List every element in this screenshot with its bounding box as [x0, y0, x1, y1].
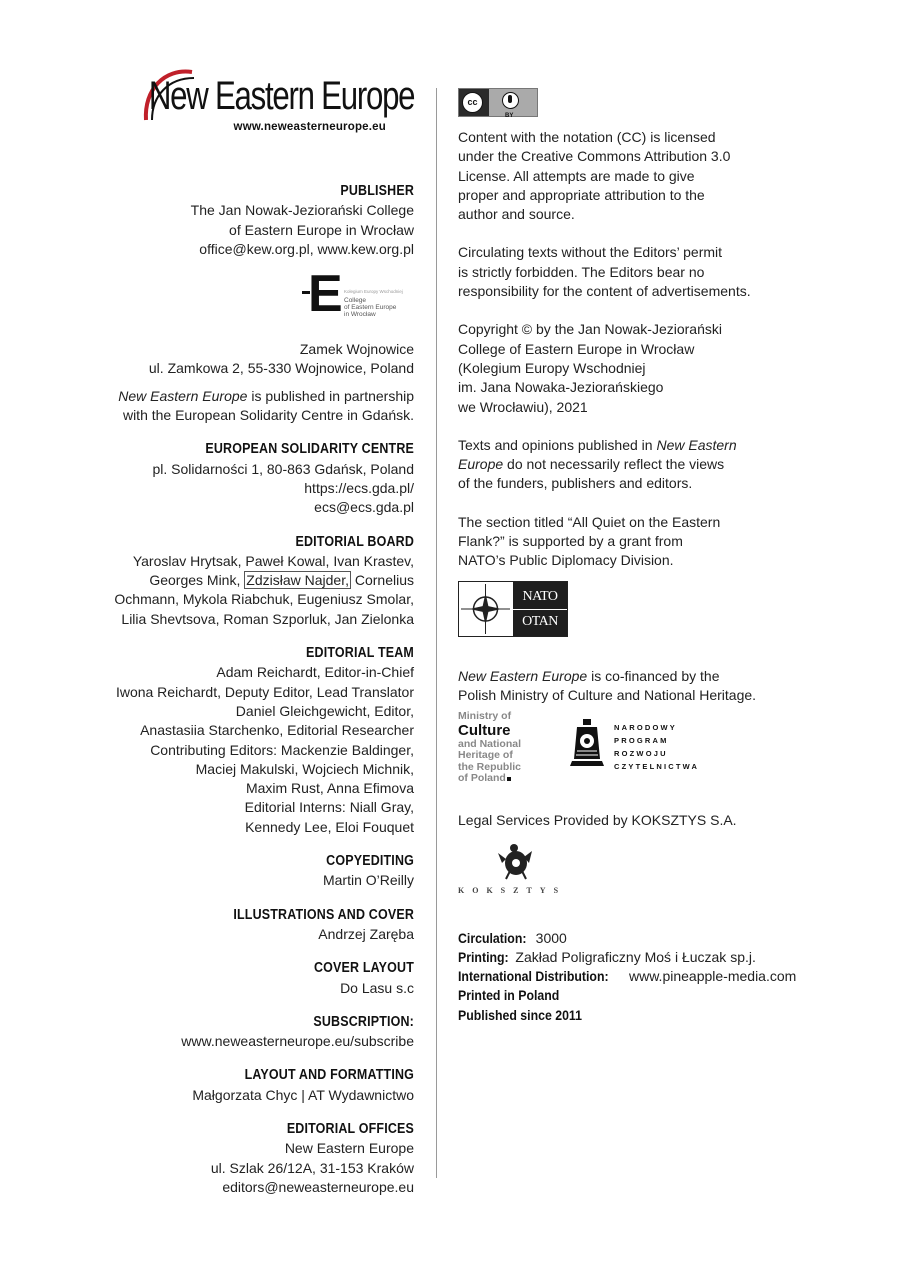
grant-line: The section titled “All Quiet on the Eastern	[458, 513, 721, 530]
opinions-text: do not necessarily reflect the views	[503, 456, 725, 473]
narodowy-line: NARODOWY	[614, 723, 678, 733]
cofinanced-italic: New Eastern Europe	[458, 667, 588, 684]
offices-line: ul. Szlak 26/12A, 31-153 Kraków	[210, 1159, 414, 1176]
board-text: Georges Mink,	[149, 572, 245, 589]
distribution-value[interactable]: www.pineapple-media.com	[625, 968, 797, 985]
team-line: Anastasiia Starchenko, Editorial Researcher	[140, 722, 414, 739]
kew-line: College	[344, 297, 367, 305]
since-label: Published since 2011	[458, 1006, 582, 1023]
ministry-text: of Poland	[458, 772, 506, 785]
address-section	[100, 340, 414, 379]
publisher-contact[interactable]: office@kew.org.pl, www.kew.org.pl	[199, 240, 414, 257]
circulation-value: 3000	[531, 929, 567, 946]
kew-letter: E	[308, 265, 343, 324]
legal-line: Legal Services Provided by KOKSZTYS S.A.	[458, 812, 737, 829]
license-line: author and source.	[458, 206, 575, 223]
team-line: Contributing Editors: Mackenzie Baldinger,	[150, 741, 414, 758]
compass-star-icon	[459, 582, 512, 636]
illustrations-section	[100, 906, 414, 945]
kew-logo	[100, 265, 414, 326]
printing-value: Zakład Poligraficzny Moś i Łuczak sp.j.	[511, 948, 756, 965]
team-heading: EDITORIAL TEAM	[306, 645, 414, 662]
subscription-section	[100, 1013, 414, 1052]
circulating-line: Circulating texts without the Editors’ permit	[458, 244, 723, 261]
copyright-line: College of Eastern Europe in Wrocław	[458, 340, 695, 357]
otan-word: OTAN	[522, 613, 558, 629]
distribution-row	[458, 967, 878, 986]
esc-address: pl. Solidarności 1, 80-863 Gdańsk, Poland	[152, 460, 414, 477]
kokoszty-word: KOKSZTYS	[458, 885, 567, 895]
nee-logo	[100, 60, 414, 160]
board-text: Cornelius	[350, 572, 414, 589]
narodowy-line: CZYTELNICTWA	[614, 762, 700, 772]
column-divider	[436, 88, 437, 1178]
funders-logos	[458, 711, 878, 789]
kew-logo-text	[344, 288, 403, 318]
narodowy-line: ROZWOJU	[614, 749, 668, 759]
illustrations-heading: ILLUSTRATIONS AND COVER	[233, 906, 414, 923]
offices-section	[100, 1120, 414, 1197]
team-line: Iwona Reichardt, Deputy Editor, Lead Translator	[115, 683, 414, 700]
grant-line: Flank?” is supported by a grant from	[458, 533, 683, 550]
nato-word: NATO	[522, 588, 558, 604]
kew-line: of Eastern Europe	[344, 304, 397, 312]
cover-layout-heading: COVER LAYOUT	[313, 960, 414, 977]
publication-info	[458, 929, 878, 1025]
opinions-line: of the funders, publishers and editors.	[458, 475, 693, 492]
partnership-section	[100, 387, 414, 426]
esc-heading: EUROPEAN SOLIDARITY CENTRE	[205, 441, 414, 458]
team-line: Maxim Rust, Anna Efimova	[245, 780, 414, 797]
printed-label: Printed in Poland	[458, 987, 560, 1004]
cofinanced-line	[458, 667, 878, 686]
kew-logo-mark	[304, 265, 414, 324]
esc-website[interactable]: https://ecs.gda.pl/	[304, 479, 414, 496]
logo-url[interactable]: www.neweasterneurope.eu	[233, 121, 386, 133]
team-line: Kennedy Lee, Eloi Fouquet	[245, 818, 414, 835]
ministry-text: Ministry of	[458, 710, 512, 723]
board-line	[100, 571, 414, 590]
layout-section	[100, 1066, 414, 1105]
copyright-line: im. Jana Nowaka-Jeziorańskiego	[458, 379, 664, 396]
board-line: Ochmann, Mykola Riabchuk, Eugeniusz Smolar,	[114, 591, 414, 608]
opinions-paragraph	[458, 436, 878, 494]
publisher-section	[100, 182, 414, 259]
partnership-line	[100, 387, 414, 406]
cofinanced-line: Polish Ministry of Culture and National Heritage.	[458, 686, 757, 703]
circulating-line: responsibility for the content of advertisements.	[458, 283, 751, 300]
layout-line: Małgorzata Chyc | AT Wydawnictwo	[192, 1086, 414, 1103]
opinions-line	[458, 455, 878, 474]
narodowy-text	[614, 721, 699, 773]
address-line: Zamek Wojnowice	[299, 341, 414, 358]
printed-row	[458, 986, 878, 1005]
copyright-line: (Kolegium Europy Wschodniej	[458, 359, 646, 376]
board-line: Lilia Shevtsova, Roman Szporluk, Jan Zielonka	[121, 610, 414, 627]
cofinanced-rest: is co-financed by the	[587, 667, 720, 684]
copyright-line: Copyright © by the Jan Nowak-Jeziorański	[458, 321, 722, 338]
esc-email[interactable]: ecs@ecs.gda.pl	[314, 499, 414, 516]
narodowy-logo	[570, 719, 720, 779]
publisher-line: of Eastern Europe in Wrocław	[229, 221, 414, 238]
esc-section	[100, 440, 414, 517]
ministry-culture: Culture	[458, 721, 511, 739]
left-column	[100, 60, 414, 1212]
nato-star-panel	[459, 582, 512, 636]
illustrations-line: Andrzej Zaręba	[318, 925, 414, 942]
team-line: Daniel Gleichgewicht, Editor,	[235, 702, 414, 719]
license-line: License. All attempts are made to give	[458, 167, 695, 184]
team-section	[100, 644, 414, 837]
board-heading: EDITORIAL BOARD	[295, 533, 414, 550]
locomotive-icon	[570, 719, 604, 769]
right-column	[458, 88, 878, 1025]
offices-email[interactable]: editors@neweasterneurope.eu	[222, 1178, 414, 1195]
subscription-link[interactable]: www.neweasterneurope.eu/subscribe	[181, 1033, 414, 1050]
team-line: Adam Reichardt, Editor-in-Chief	[216, 664, 414, 681]
partnership-rest: is published in partnership	[247, 387, 414, 404]
kew-small: Kolegium Europy Wschodniej	[344, 289, 403, 295]
board-line: Yaroslav Hrytsak, Paweł Kowal, Ivan Krastev,	[132, 552, 414, 569]
grant-line: NATO’s Public Diplomacy Division.	[458, 552, 674, 569]
grant-paragraph	[458, 513, 878, 571]
distribution-label: International Distribution:	[458, 968, 609, 985]
printing-row	[458, 948, 878, 967]
team-line: Maciej Makulski, Wojciech Michnik,	[195, 760, 414, 777]
ministry-text: the Republic	[458, 760, 522, 773]
circulation-row	[458, 929, 878, 948]
nato-logo	[458, 581, 568, 637]
ministry-logo	[458, 711, 568, 785]
copyediting-line: Martin O’Reilly	[322, 872, 414, 889]
nato-divider	[513, 609, 567, 610]
subscription-heading: SUBSCRIPTION:	[313, 1013, 414, 1030]
since-row	[458, 1006, 878, 1025]
ministry-text: and National	[458, 737, 522, 750]
cover-layout-line: Do Lasu s.c	[340, 979, 414, 996]
copyediting-heading: COPYEDITING	[326, 853, 414, 870]
license-line: proper and appropriate attribution to the	[458, 186, 705, 203]
board-section	[100, 533, 414, 629]
license-line: under the Creative Commons Attribution 3.0	[458, 148, 731, 165]
team-line: Editorial Interns: Niall Gray,	[244, 799, 414, 816]
opinions-italic: New Eastern	[656, 436, 737, 453]
boxed-name: Zdzisław Najder,	[246, 572, 349, 589]
opinions-line	[458, 436, 878, 455]
copyediting-section	[100, 852, 414, 891]
cc-by-badge	[458, 88, 538, 117]
copyright-paragraph	[458, 320, 878, 416]
person-icon	[508, 95, 512, 103]
offices-line: New Eastern Europe	[284, 1140, 414, 1157]
circulation-label: Circulation:	[458, 929, 527, 946]
by-label: BY	[505, 113, 514, 119]
circulating-paragraph	[458, 243, 878, 301]
layout-heading: LAYOUT AND FORMATTING	[244, 1067, 414, 1084]
cover-layout-section	[100, 959, 414, 998]
cofinanced-paragraph	[458, 667, 878, 706]
license-paragraph	[458, 128, 878, 224]
publisher-heading: PUBLISHER	[340, 183, 414, 199]
kokoszty-logo	[458, 839, 576, 899]
partnership-italic: New Eastern Europe	[118, 387, 248, 404]
circulating-line: is strictly forbidden. The Editors bear no	[458, 263, 705, 280]
ministry-line	[458, 773, 568, 785]
opinions-italic: Europe	[458, 456, 504, 473]
copyright-line: we Wrocławiu), 2021	[458, 398, 588, 415]
opinions-text: Texts and opinions published in	[458, 436, 657, 453]
logo-title: New Eastern Europe	[148, 74, 414, 118]
printing-label: Printing:	[458, 948, 509, 965]
offices-heading: EDITORIAL OFFICES	[286, 1120, 414, 1137]
ministry-text: Heritage of	[458, 749, 513, 762]
license-line: Content with the notation (CC) is licensed	[458, 129, 716, 145]
dot-icon	[507, 777, 511, 781]
narodowy-line: PROGRAM	[614, 736, 669, 746]
address-line: ul. Zamkowa 2, 55-330 Wojnowice, Poland	[148, 360, 414, 377]
horse-rider-icon	[494, 841, 538, 881]
publisher-line: The Jan Nowak-Jeziorański College	[190, 202, 414, 219]
cc-icon: cc	[462, 92, 483, 113]
kew-line: in Wrocław	[344, 311, 376, 319]
partnership-line: with the European Solidarity Centre in Gdańsk.	[122, 407, 414, 424]
